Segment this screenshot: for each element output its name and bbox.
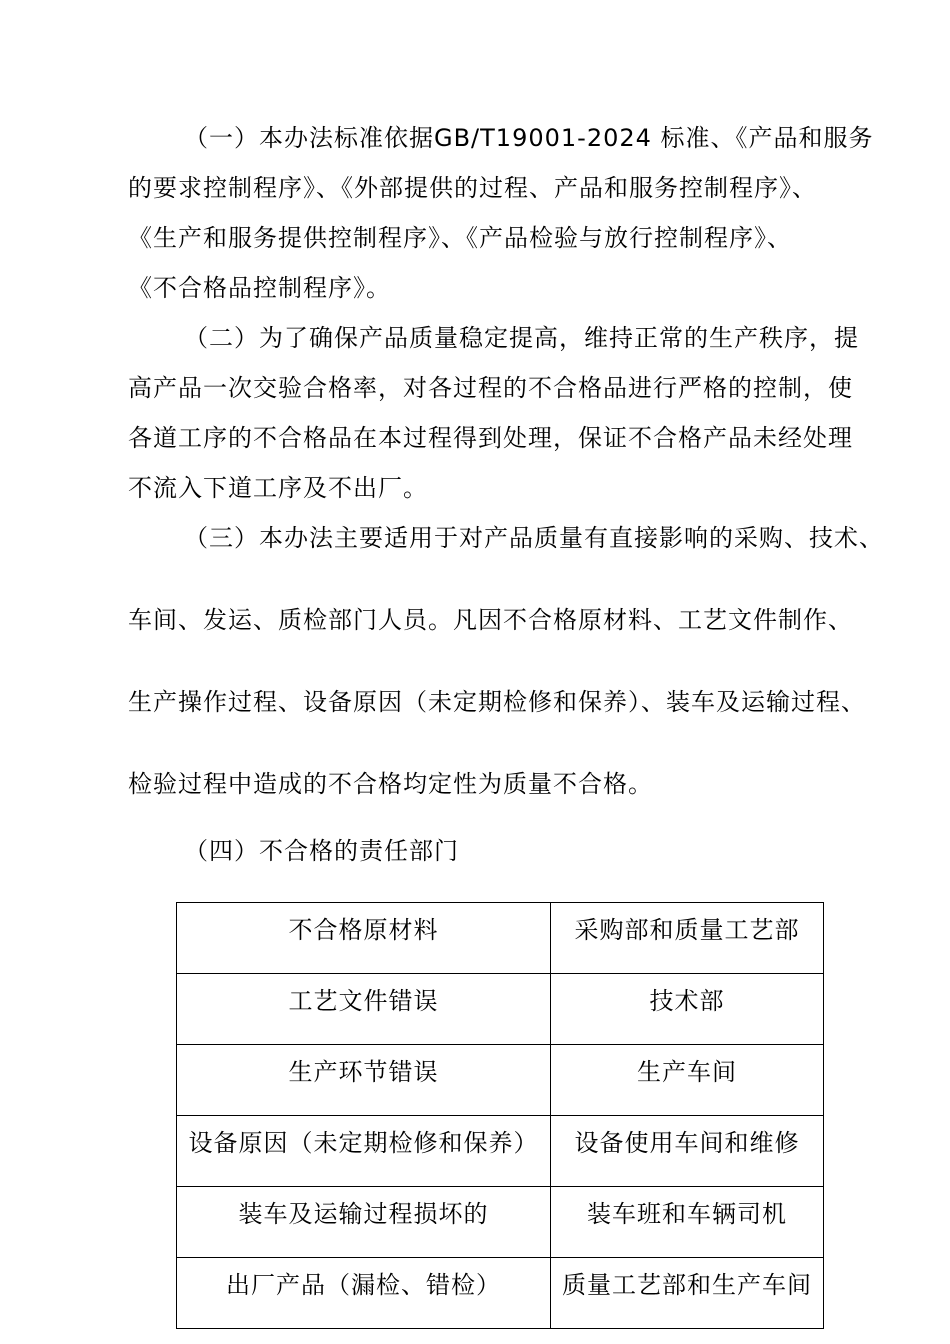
- paragraph-2: [128, 313, 898, 513]
- cause-cell: 设备原因（未定期检修和保养）: [177, 1116, 551, 1187]
- cause-cell: 不合格原材料: [177, 903, 551, 974]
- paragraph-line: 的要求控制程序》、《外部提供的过程、产品和服务控制程序》、: [128, 174, 817, 202]
- paragraph-line: 生产操作过程、设备原因（未定期检修和保养）、装车及运输过程、: [128, 688, 866, 716]
- paragraph-line: 各道工序的不合格品在本过程得到处理，保证不合格产品未经处理: [128, 424, 853, 452]
- paragraph-line: （三）本办法主要适用于对产品质量有直接影响的采购、技术、: [184, 524, 884, 552]
- table-row: [177, 974, 824, 1045]
- department-cell: 装车班和车辆司机: [551, 1187, 824, 1258]
- responsibility-table: [176, 902, 824, 1329]
- cause-cell: 工艺文件错误: [177, 974, 551, 1045]
- table-row: [177, 1045, 824, 1116]
- paragraph-line: （一）本办法标准依据GB/T19001-2024 标准、《产品和服务: [184, 124, 874, 152]
- paragraph-line: 《不合格品控制程序》。: [128, 274, 391, 302]
- department-cell: 技术部: [551, 974, 824, 1045]
- department-cell: 质量工艺部和生产车间: [551, 1258, 824, 1329]
- cause-cell: 生产环节错误: [177, 1045, 551, 1116]
- paragraph-line: 高产品一次交验合格率，对各过程的不合格品进行严格的控制，使: [128, 374, 853, 402]
- paragraph-line: 不流入下道工序及不出厂。: [128, 474, 428, 502]
- table-row: [177, 1258, 824, 1329]
- cause-cell: 出厂产品（漏检、错检）: [177, 1258, 551, 1329]
- cause-cell: 装车及运输过程损坏的: [177, 1187, 551, 1258]
- paragraph-line: 检验过程中造成的不合格均定性为质量不合格。: [128, 770, 653, 798]
- department-cell: 设备使用车间和维修: [551, 1116, 824, 1187]
- paragraph-line: 《生产和服务提供控制程序》、《产品检验与放行控制程序》、: [128, 224, 792, 252]
- section-heading-responsible-departments: （四）不合格的责任部门: [184, 837, 459, 865]
- table-row: [177, 903, 824, 974]
- paragraph-3: [128, 513, 898, 841]
- paragraph-1: [128, 113, 898, 313]
- department-cell: 生产车间: [551, 1045, 824, 1116]
- table-row: [177, 1187, 824, 1258]
- table-row: [177, 1116, 824, 1187]
- department-cell: 采购部和质量工艺部: [551, 903, 824, 974]
- paragraph-line: 车间、发运、质检部门人员。凡因不合格原材料、工艺文件制作、: [128, 606, 853, 634]
- paragraph-line: （二）为了确保产品质量稳定提高，维持正常的生产秩序，提: [184, 324, 859, 352]
